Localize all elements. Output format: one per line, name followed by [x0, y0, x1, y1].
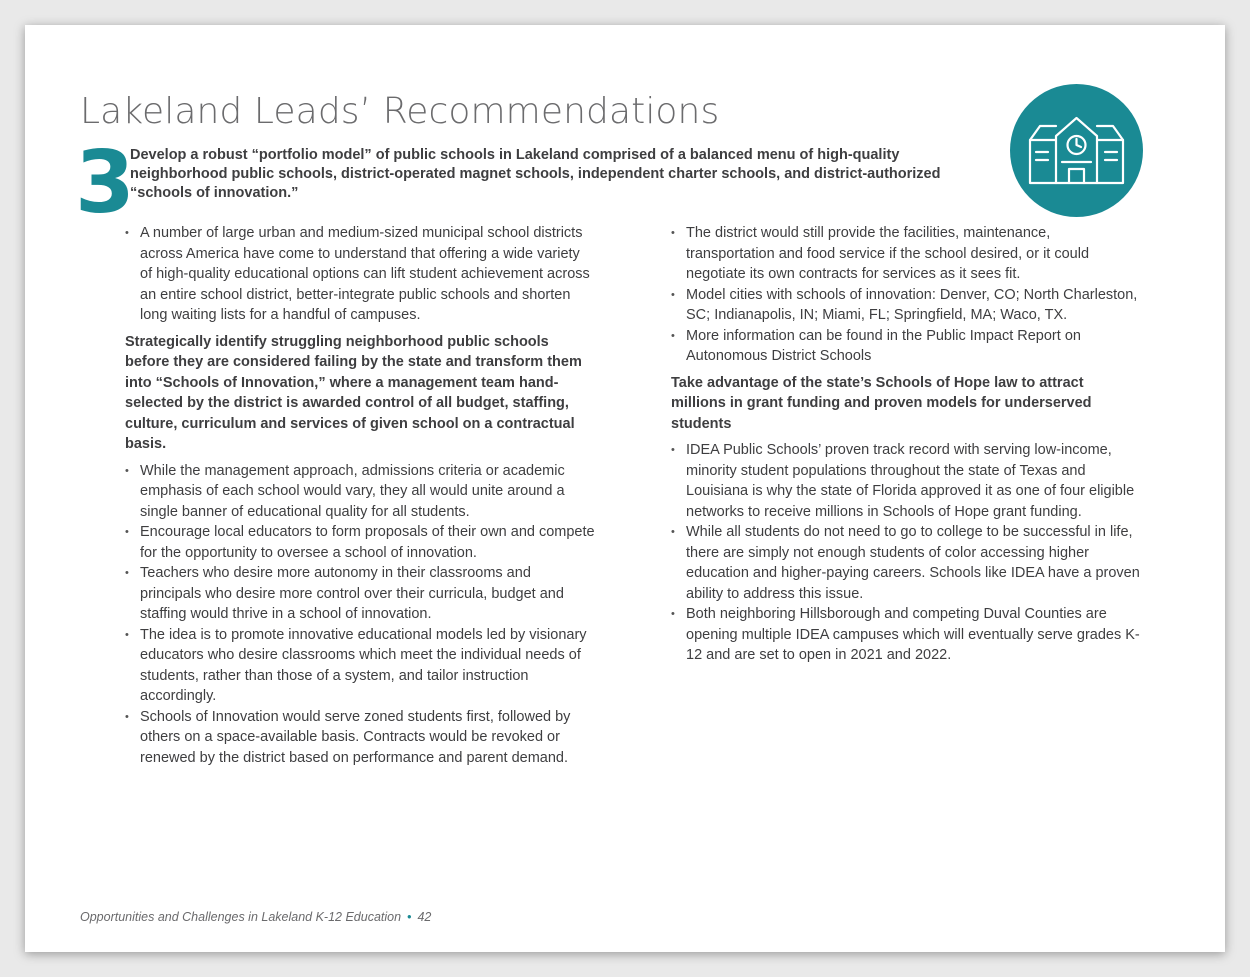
- page-footer: [80, 910, 431, 924]
- school-badge: [1010, 84, 1143, 217]
- list-item: • While the management approach, admissions criteria or academic emphasis of each school would vary, they all would unite around a single banner of educational quality for all students.: [125, 461, 595, 523]
- list-item: • Encourage local educators to form proposals of their own and compete for the opportunity to oversee a school of innovation.: [125, 522, 595, 563]
- footer-separator: •: [407, 910, 412, 924]
- list-item: • More information can be found in the Public Impact Report on Autonomous District Schools: [671, 326, 1141, 367]
- page-title: Lakeland Leads’ Recommendations: [80, 91, 720, 132]
- list-item: • A number of large urban and medium-sized municipal school districts across America have come to understand that offering a wide variety of high-quality educational options can lift student achievement across an entire school district, better-integrate public schools and shorten long waiting lists for a handful of campuses.: [125, 223, 595, 326]
- intro-bullet-list: [125, 223, 595, 326]
- page-number: 42: [417, 910, 432, 924]
- list-item: • IDEA Public Schools’ proven track record with serving low-income, minority student populations throughout the state of Texas and Louisiana is why the state of Florida approved it as one of four eligible networks to receive millions in Schools of Hope grant funding.: [671, 440, 1141, 522]
- list-item: • Teachers who desire more autonomy in their classrooms and principals who desire more control over their curricula, budget and staffing would thrive in a school of innovation.: [125, 563, 595, 625]
- recommendation-number: 3: [75, 133, 135, 233]
- bullet-list: [671, 223, 1141, 367]
- publication-title: Opportunities and Challenges in Lakeland K-12 Education: [80, 910, 402, 924]
- document-page: [25, 25, 1225, 952]
- list-item: • While all students do not need to go to college to be successful in life, there are simply not enough students of color accessing higher education and higher-paying careers. Schools like IDEA have a proven ability to address this issue.: [671, 522, 1141, 604]
- bullet-list: [125, 461, 595, 769]
- list-item: • The idea is to promote innovative educational models led by visionary educators who desire classrooms which meet the individual needs of students, rather than those of a system, and tailor instruction accordingly.: [125, 625, 595, 707]
- right-column: [671, 223, 1141, 666]
- left-column: [125, 223, 595, 768]
- list-item: • The district would still provide the facilities, maintenance, transportation and food service if the school desired, or it could negotiate its own contracts for services as it sees fit.: [671, 223, 1141, 285]
- section-subhead: Take advantage of the state’s Schools of Hope law to attract millions in grant funding and proven models for underserved students: [671, 374, 1092, 432]
- section-subhead: Strategically identify struggling neighborhood public schools before they are considered failing by the state and transform them into “Schools of Innovation,” where a management team hand-selected by the district is awarded control of all budget, staffing, culture, curriculum and services of given school on a contractual basis.: [125, 333, 582, 452]
- list-item: • Model cities with schools of innovation: Denver, CO; North Charleston, SC; Indianapolis, IN; Miami, FL; Springfield, MA; Waco, TX.: [671, 285, 1141, 326]
- recommendation-statement: Develop a robust “portfolio model” of public schools in Lakeland comprised of a balanced menu of high-quality neighborhood public schools, district-operated magnet schools, independent charter schools, and district-authorized “schools of innovation.”: [130, 147, 941, 201]
- school-building-clock-icon: [1010, 84, 1143, 217]
- list-item: • Schools of Innovation would serve zoned students first, followed by others on a space-available basis. Contracts would be revoked or renewed by the district based on performance and parent demand.: [125, 707, 595, 769]
- list-item: • Both neighboring Hillsborough and competing Duval Counties are opening multiple IDEA campuses which will eventually serve grades K-12 and are set to open in 2021 and 2022.: [671, 604, 1141, 666]
- bullet-list: [671, 440, 1141, 666]
